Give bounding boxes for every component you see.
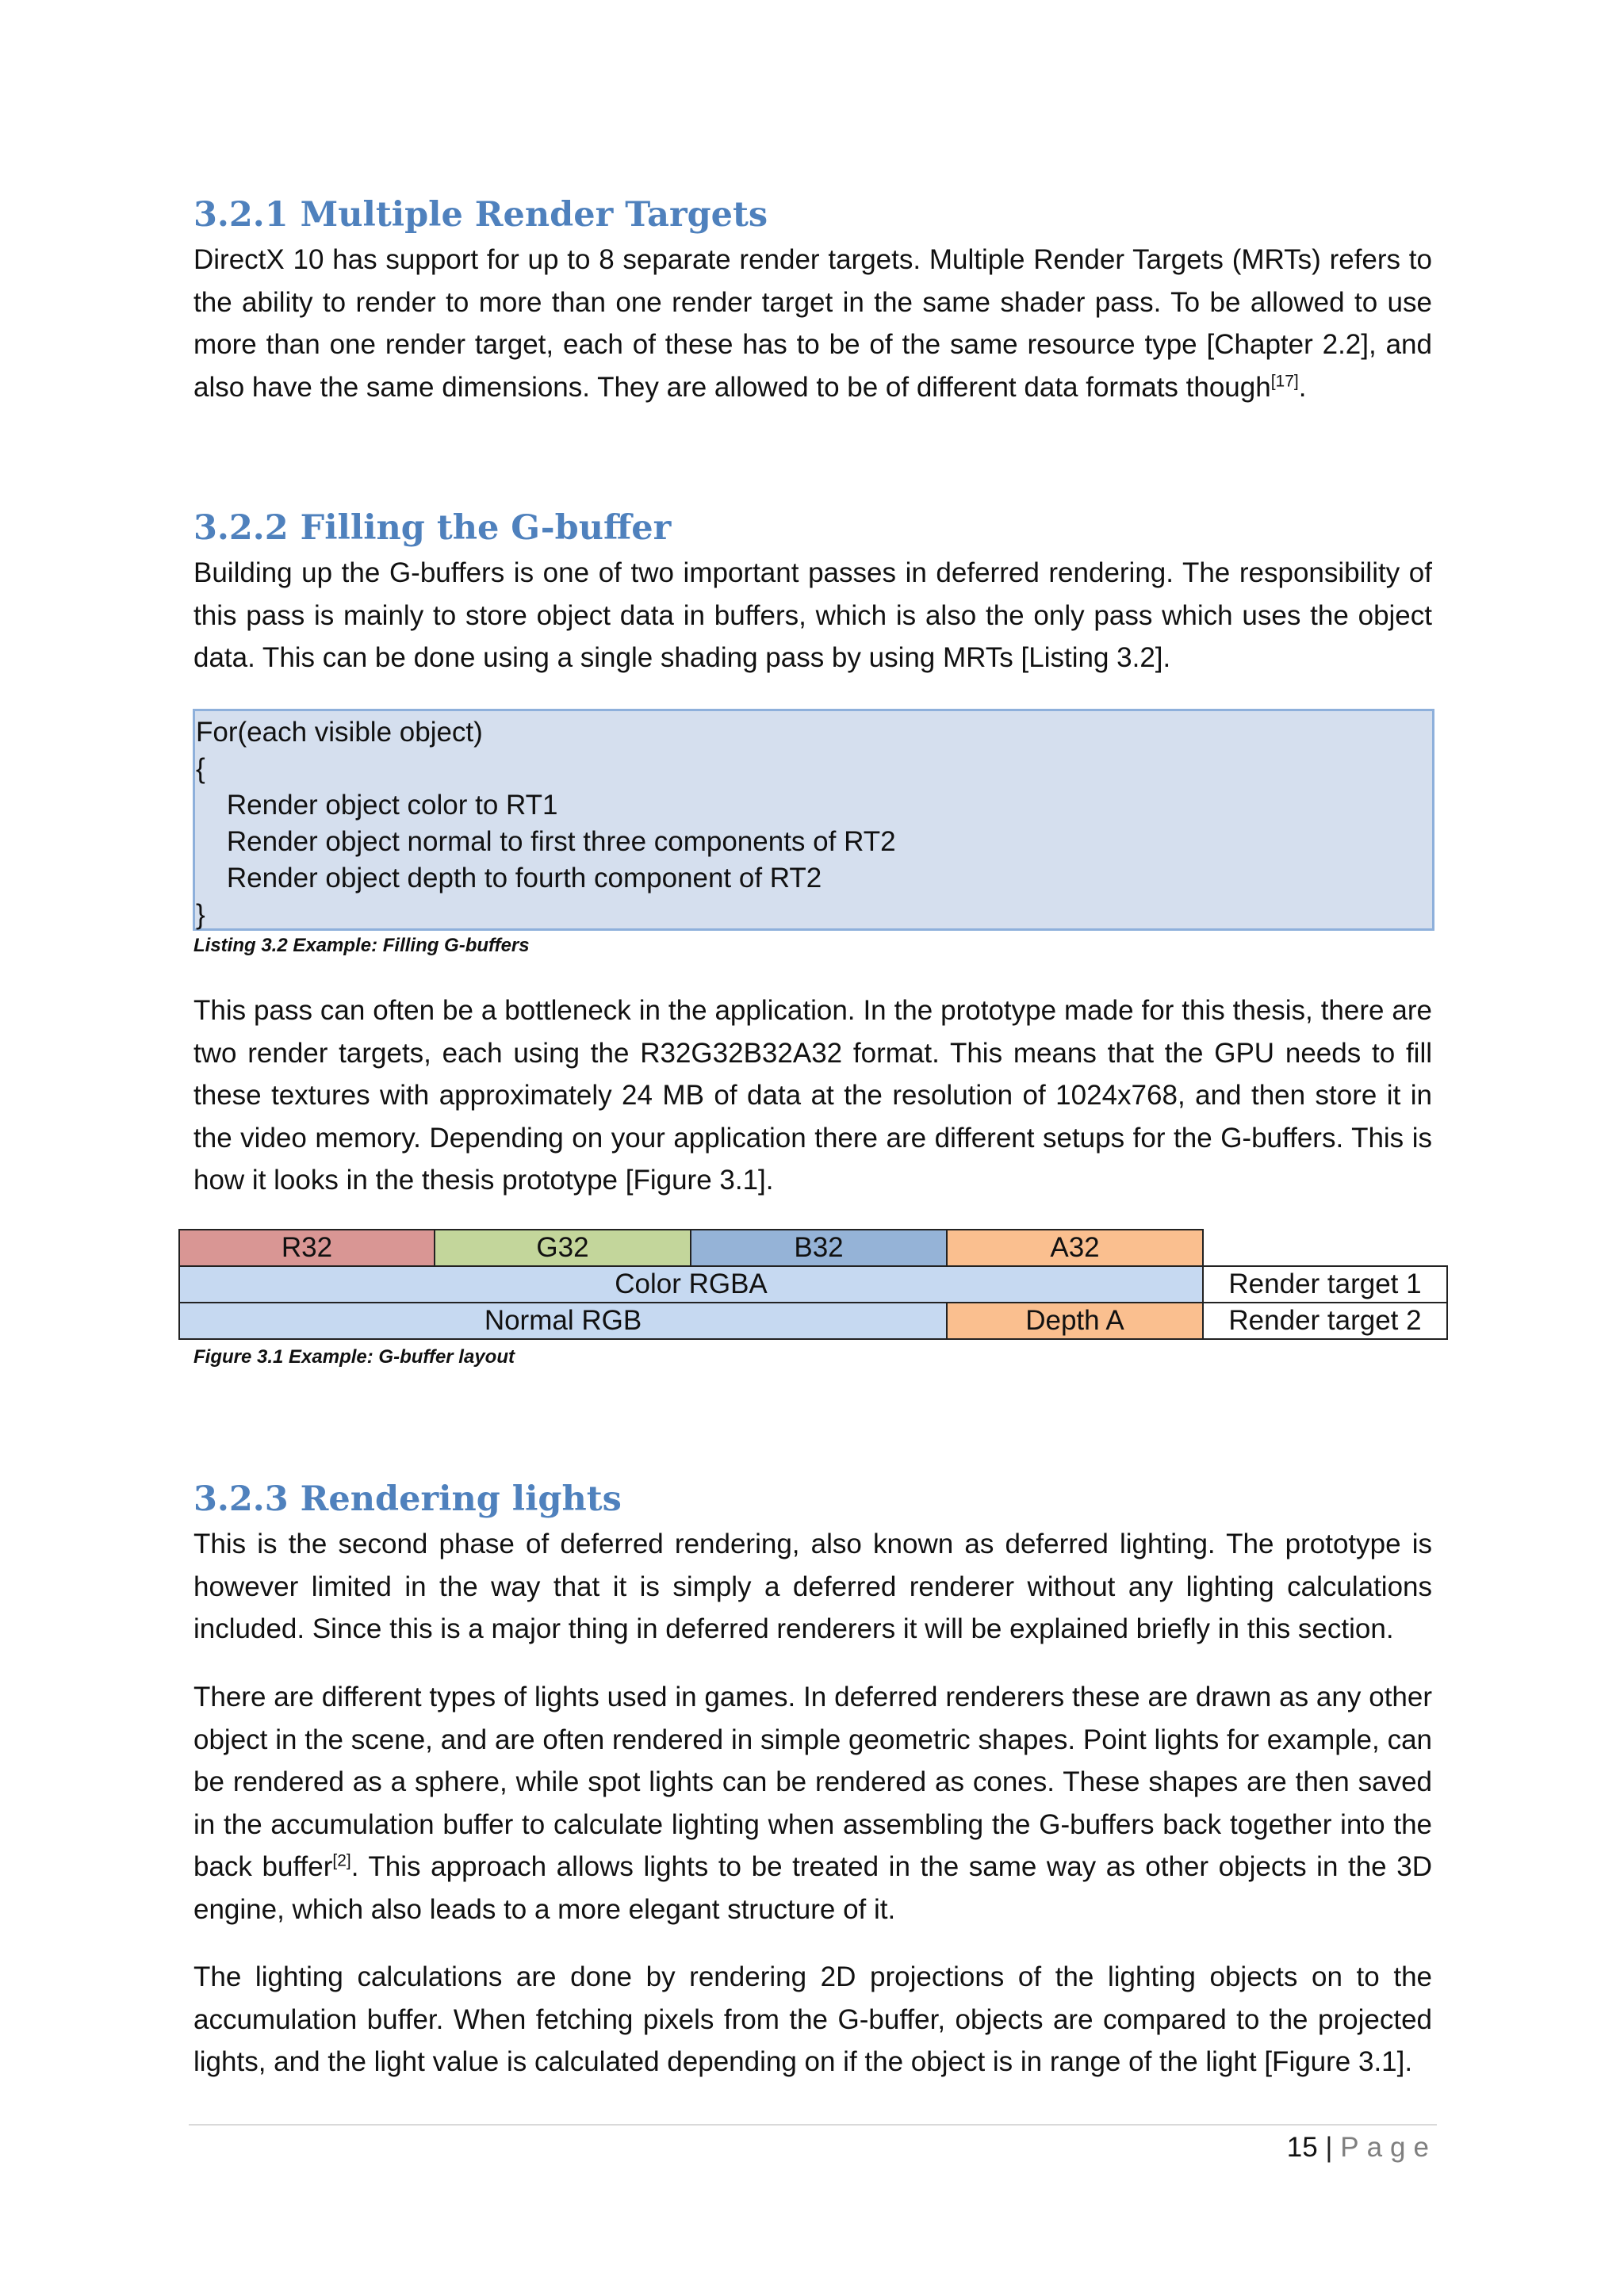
heading-filling-g-buffer: 3.2.2 Filling the G-buffer xyxy=(193,508,672,548)
listing-line: Render object normal to first three components of RT2 xyxy=(196,826,896,857)
paragraph-lighting-calculations: The lighting calculations are done by rendering 2D projections of the lighting objects on to the accumulation buffer. When fetching pixels from the G-buffer, objects are compared to the projected lights, and the light value is calculated depending on if the object is in range of the light [Figure 3.1]. xyxy=(193,1961,1432,2077)
paragraph-bottleneck: This pass can often be a bottleneck in the application. In the prototype made for this thesis, there are two render targets, each using the R32G32B32A32 format. This means that the GPU needs to fill these textures with approximately 24 MB of data at the resolution of 1024x768, and then store it in the video memory. Depending on your application there are different setups for the G-buffers. This is how it looks in the thesis prototype [Figure 3.1]. xyxy=(193,995,1432,1196)
listing-line: Render object depth to fourth component of RT2 xyxy=(196,863,822,894)
code-listing xyxy=(193,709,1434,931)
paragraph-g-buffer-intro: Building up the G-buffers is one of two important passes in deferred rendering. The responsibility of this pass is mainly to store object data in buffers, which is also the only pass which uses the object data. This can be done using a single shading pass by using MRTs [Listing 3.2]. xyxy=(193,557,1432,673)
page-number: 15 xyxy=(1286,2132,1318,2163)
channel-a32: A32 xyxy=(946,1229,1204,1267)
paragraph-light-types xyxy=(193,1676,1432,1931)
paragraph-deferred-lighting: This is the second phase of deferred rendering, also known as deferred lighting. The prototype is however limited in the way that it is simply a deferred renderer without any lighting calculations included. Since this is a major thing in deferred renderers it will be explained briefly in this section. xyxy=(193,1529,1432,1644)
listing-line: Render object color to RT1 xyxy=(196,790,558,821)
footer-separator: | xyxy=(1325,2132,1333,2163)
channel-b32: B32 xyxy=(690,1229,948,1267)
listing-line: { xyxy=(196,753,205,784)
render-target-2-label: Render target 2 xyxy=(1202,1302,1448,1340)
depth-a-cell: Depth A xyxy=(946,1302,1204,1340)
heading-rendering-lights: 3.2.3 Rendering lights xyxy=(193,1479,622,1519)
listing-line: For(each visible object) xyxy=(196,717,483,748)
listing-caption: Listing 3.2 Example: Filling G-buffers xyxy=(193,935,530,956)
listing-line: } xyxy=(196,899,205,930)
reference-2: [2] xyxy=(332,1851,351,1870)
page-label: Page xyxy=(1340,2132,1437,2163)
render-target-1-label: Render target 1 xyxy=(1202,1265,1448,1303)
paragraph-light-types-rest: . This approach allows lights to be treated in the same way as other objects in the 3D engine, which also leads to a more elegant structure of it. xyxy=(193,1851,1432,1925)
paragraph-mrt xyxy=(193,239,1432,408)
heading-multiple-render-targets: 3.2.1 Multiple Render Targets xyxy=(193,195,768,235)
color-rgba-cell: Color RGBA xyxy=(178,1265,1204,1303)
paragraph-mrt-text: DirectX 10 has support for up to 8 separate render targets. Multiple Render Targets (MRTs) refers to the ability to render to more than one render target in the same shader pass. To be allowed to use more than one render target, each of these has to be of the same resource type [Chapter 2.2], and also have the same dimensions. They are allowed to be of different data formats though xyxy=(193,244,1432,403)
paragraph-light-types-text: There are different types of lights used in games. In deferred renderers these are drawn as any other object in the scene, and are often rendered in simple geometric shapes. Point lights for example, can be rendered as a sphere, while spot lights can be rendered as cones. These shapes are then saved in the accumulation buffer to calculate lighting when assembling the G-buffers back together into the back buffer xyxy=(193,1682,1432,1882)
channel-g32: G32 xyxy=(434,1229,691,1267)
paragraph-mrt-end: . xyxy=(1298,371,1307,403)
normal-rgb-cell: Normal RGB xyxy=(178,1302,948,1340)
reference-17: [17] xyxy=(1270,371,1299,390)
footer-divider xyxy=(189,2124,1437,2126)
channel-r32: R32 xyxy=(178,1229,435,1267)
page-footer xyxy=(1269,2130,1437,2166)
figure-caption: Figure 3.1 Example: G-buffer layout xyxy=(193,1346,515,1368)
